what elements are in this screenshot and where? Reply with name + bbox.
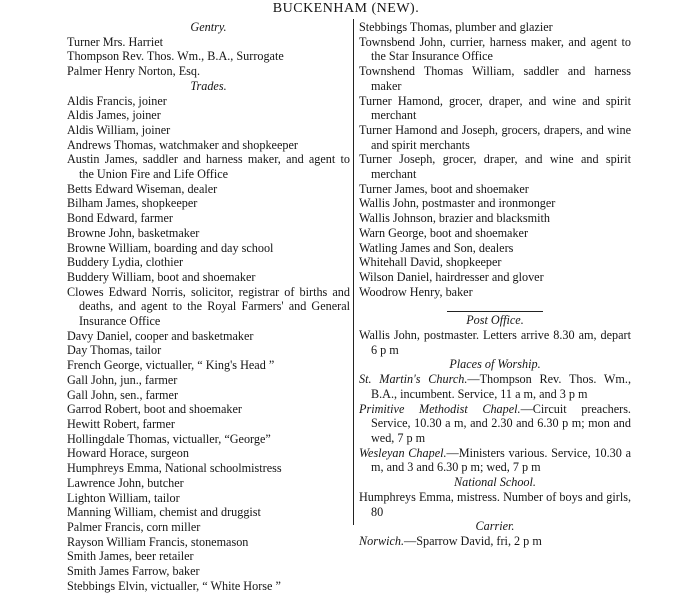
- worship-entry: [359, 446, 631, 475]
- column-divider: [353, 19, 354, 525]
- trades-list-right: [359, 20, 631, 299]
- trade-entry: Garrod Robert, boot and shoemaker: [67, 402, 242, 417]
- worship-details: —Thompson Rev. Thos. Wm., B.A., incumbent. Service, 11 a m, and 3 p m: [371, 372, 631, 401]
- worship-details: —Ministers various. Service, 10.30 a m, and 3 and 6.30 p m; wed, 7 p m: [371, 445, 631, 475]
- school-heading: National School.: [454, 475, 536, 490]
- trade-entry: Aldis James, joiner: [67, 108, 161, 123]
- trade-entry: Turner Hamond, grocer, draper, and wine and spirit merchant: [359, 93, 631, 123]
- worship-details: —Circuit preachers. Service, 10.30 a m, and 2.30 and 6.30 p m; mon and wed, 7 p m: [371, 401, 631, 445]
- trade-entry: Stebbings Elvin, victualler, “ White Horse ”: [67, 578, 281, 593]
- school-entry: Humphreys Emma, mistress. Number of boys and girls, 80: [359, 489, 631, 519]
- trade-entry: Manning William, chemist and druggist: [67, 505, 261, 520]
- trade-entry: Hewitt Robert, farmer: [67, 416, 175, 431]
- trade-entry: Wilson Daniel, hairdresser and glover: [359, 269, 544, 284]
- worship-place: St. Martin's Church.: [359, 372, 468, 387]
- trade-entry: Browne William, boarding and day school: [67, 240, 274, 255]
- trade-entry: Day Thomas, tailor: [67, 343, 162, 358]
- carrier-details: —Sparrow David, fri, 2 p m: [404, 533, 542, 548]
- trade-entry: Aldis Francis, joiner: [67, 93, 167, 108]
- trade-entry: Stebbings Thomas, plumber and glazier: [359, 20, 553, 34]
- trades-list-left: [67, 94, 350, 593]
- trade-entry: Gall John, jun., farmer: [67, 372, 178, 387]
- trade-entry: Gall John, sen., farmer: [67, 387, 179, 402]
- trade-entry: Andrews Thomas, watchmaker and shopkeeper: [67, 137, 298, 152]
- trade-entry: Townshend Thomas William, saddler and harness maker: [359, 64, 631, 93]
- trade-entry: Turner Hamond and Joseph, grocers, drapers, and wine and spirit merchants: [359, 122, 631, 152]
- section-rule: [359, 303, 631, 313]
- trade-entry: Buddery Lydia, clothier: [67, 255, 184, 270]
- right-column: [359, 20, 631, 549]
- trade-entry: Buddery William, boot and shoemaker: [67, 269, 256, 284]
- trade-entry: Browne John, basketmaker: [67, 225, 200, 240]
- carrier-place: Norwich.: [359, 533, 405, 548]
- gentry-entry: Thompson Rev. Thos. Wm., B.A., Surrogate: [67, 49, 284, 64]
- page-title: BUCKENHAM (NEW).: [272, 1, 420, 16]
- trade-entry: Aldis William, joiner: [67, 122, 171, 137]
- trade-entry: Hollingdale Thomas, victualler, “George”: [67, 431, 271, 446]
- trade-entry: Davy Daniel, cooper and basketmaker: [67, 328, 254, 343]
- left-column: [67, 20, 350, 593]
- trade-entry: Wallis Johnson, brazier and blacksmith: [359, 211, 550, 226]
- trade-entry: Austin James, saddler and harness maker, and agent to the Union Fire and Life Office: [67, 152, 350, 182]
- carrier-heading: Carrier.: [475, 519, 515, 534]
- post-office-heading: Post Office.: [466, 313, 524, 328]
- trade-entry: Warn George, boot and shoemaker: [359, 225, 529, 240]
- gentry-entry: Turner Mrs. Harriet: [67, 34, 164, 49]
- post-office-entry: Wallis John, postmaster. Letters arrive 8.30 am, depart 6 p m: [359, 328, 631, 357]
- trade-entry: Wallis John, postmaster and ironmonger: [359, 196, 556, 211]
- trade-entry: Smith James, beer retailer: [67, 549, 194, 564]
- worship-entry: [359, 372, 631, 401]
- trade-entry: Woodrow Henry, baker: [359, 284, 473, 299]
- trades-heading: Trades.: [190, 78, 227, 93]
- trade-entry: Whitehall David, shopkeeper: [359, 255, 502, 270]
- worship-place: Wesleyan Chapel.: [359, 445, 447, 460]
- trade-entry: Lawrence John, butcher: [67, 475, 184, 490]
- worship-heading: Places of Worship.: [449, 357, 541, 372]
- trade-entry: Humphreys Emma, National schoolmistress: [67, 461, 282, 476]
- trade-entry: Clowes Edward Norris, solicitor, registrar of births and deaths, and agent to the Royal Farmers' and General Insurance Office: [67, 284, 350, 329]
- gentry-entry: Palmer Henry Norton, Esq.: [67, 64, 201, 79]
- trade-entry: Smith James Farrow, baker: [67, 564, 200, 579]
- gentry-heading: Gentry.: [190, 20, 227, 34]
- carrier-entry: [359, 534, 631, 549]
- trade-entry: Rayson William Francis, stonemason: [67, 534, 249, 549]
- trade-entry: Watling James and Son, dealers: [359, 240, 514, 255]
- worship-place: Primitive Methodist Chapel.: [359, 401, 521, 416]
- trade-entry: Townsbend John, currier, harness maker, and agent to the Star Insurance Office: [359, 34, 631, 64]
- trade-entry: Palmer Francis, corn miller: [67, 519, 201, 534]
- trade-entry: French George, victualler, “ King's Head ”: [67, 358, 275, 373]
- trade-entry: Turner Joseph, grocer, draper, and wine and spirit merchant: [359, 152, 631, 182]
- trade-entry: Turner James, boot and shoemaker: [359, 181, 529, 196]
- trade-entry: Howard Horace, surgeon: [67, 446, 189, 461]
- trade-entry: Bilham James, shopkeeper: [67, 196, 198, 211]
- trade-entry: Lighton William, tailor: [67, 490, 180, 505]
- worship-entry: [359, 402, 631, 446]
- trade-entry: Bond Edward, farmer: [67, 211, 173, 226]
- gentry-list: [67, 35, 350, 79]
- trade-entry: Betts Edward Wiseman, dealer: [67, 181, 218, 196]
